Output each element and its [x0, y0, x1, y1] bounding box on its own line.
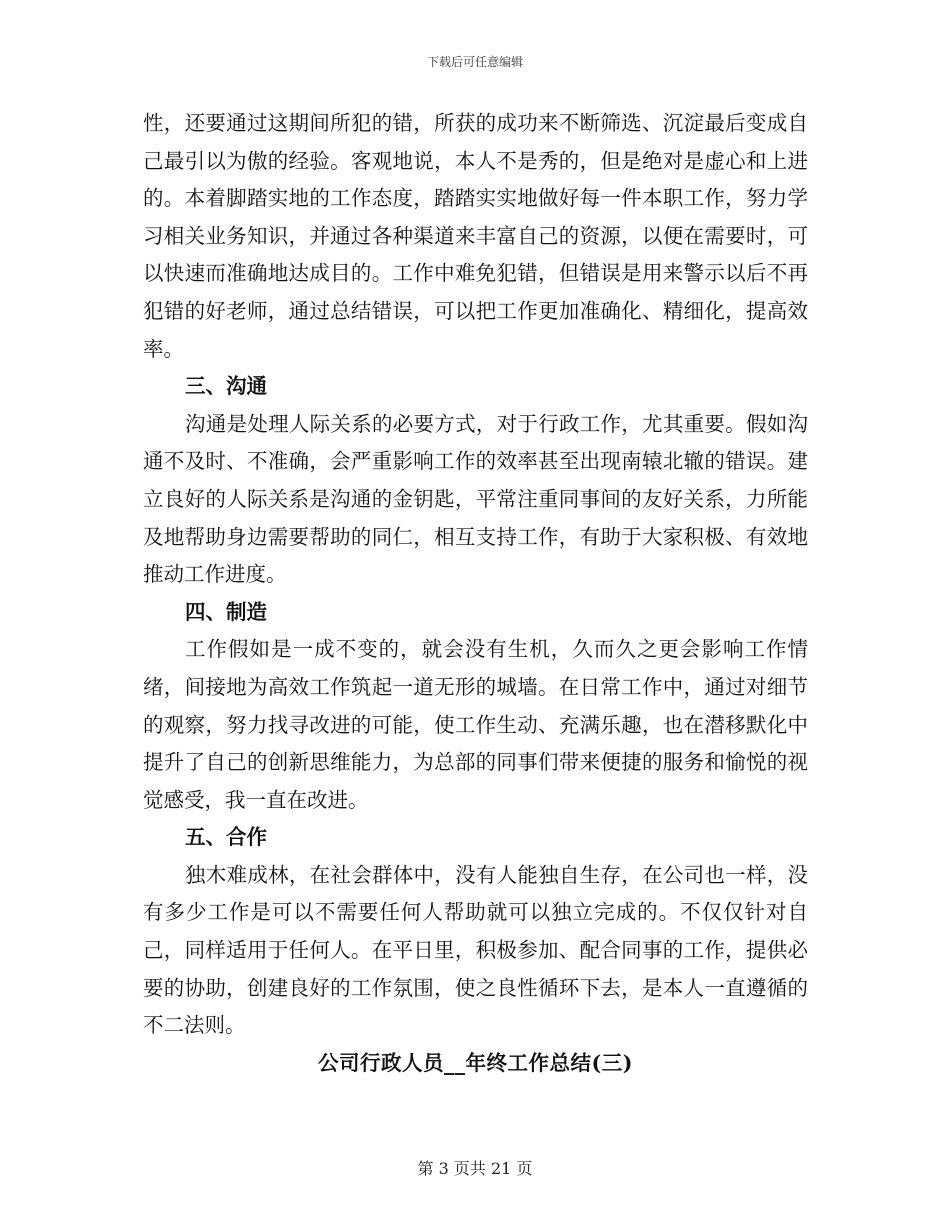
paragraph-communication: 沟通是处理人际关系的必要方式，对于行政工作，尤其重要。假如沟通不及时、不准确，会严重影响工作的效率甚至出现南辕北辙的错误。建立良好的人际关系是沟通的金钥匙，平常注重同事间的友好关系，力所能及地帮助身边需要帮助的同仁，相互支持工作，有助于大家积极、有效地推动工作进度。 — [143, 411, 808, 587]
paragraph-continuation: 性，还要通过这期间所犯的错，所获的成功来不断筛选、沉淀最后变成自己最引以为傲的经验。客观地说，本人不是秀的，但是绝对是虚心和上进的。本着脚踏实地的工作态度，踏踏实实地做好每一件本职工作，努力学习相关业务知识，并通过各种渠道来丰富自己的资源，以便在需要时，可以快速而准确地达成目的。工作中难免犯错，但错误是用来警示以后不再犯错的好老师，通过总结错误，可以把工作更加准确化、精细化，提高效率。 — [143, 111, 808, 361]
section-heading-cooperation: 五、合作 — [185, 825, 267, 850]
page-number-footer: 第 3 页共 21 页 — [417, 1159, 533, 1178]
section-heading-creation: 四、制造 — [185, 599, 267, 624]
page-header: 下载后可任意编辑 — [426, 55, 523, 69]
paragraph-creation: 工作假如是一成不变的，就会没有生机，久而久之更会影响工作情绪，间接地为高效工作筑起一道无形的城墙。在日常工作中，通过对细节的观察，努力找寻改进的可能，使工作生动、充满乐趣，也在潜移默化中提升了自己的创新思维能力，为总部的同事们带来便捷的服务和愉悦的视觉感受，我一直在改进。 — [143, 637, 808, 812]
document-body — [143, 105, 808, 1082]
section-heading-communication: 三、沟通 — [185, 374, 267, 399]
document-title: 公司行政人员__年终工作总结(三) — [318, 1050, 633, 1075]
paragraph-cooperation: 独木难成林，在社会群体中，没有人能独自生存，在公司也一样，没有多少工作是可以不需要任何人帮助就可以独立完成的。不仅仅针对自己，同样适用于任何人。在平日里，积极参加、配合同事的工作，提供必要的协助，创建良好的工作氛围，使之良性循环下去，是本人一直遵循的不二法则。 — [143, 862, 808, 1038]
